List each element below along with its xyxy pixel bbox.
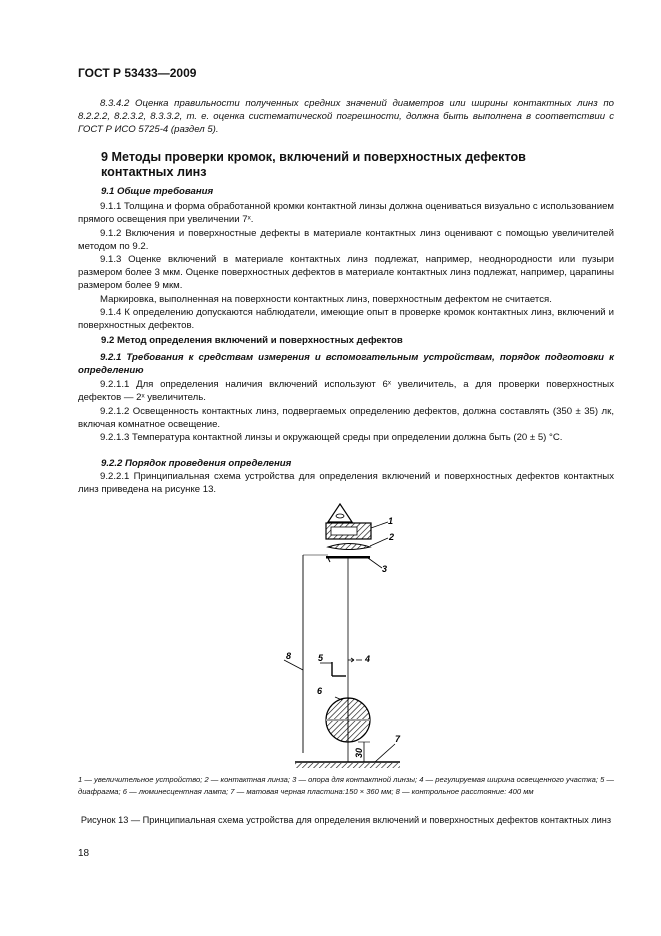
figure-legend: 1 — увеличительное устройство; 2 — контактная линза; 3 — опора для контактной линзы; 4 — регулируемая ширина освещенного участка; 5 — диафрагма; 6 — люминесцентная лампа; 7 — матовая черная пластина:150 × 360 мм; 8 — контрольное расстояние: 400 мм [78, 775, 614, 796]
subsection-9-1-title: 9.1 Общие требования [101, 186, 214, 197]
figure-13-schematic [270, 500, 420, 772]
document-header: ГОСТ Р 53433—2009 [78, 66, 197, 80]
magnifier-device [326, 504, 388, 539]
paragraph-8-3-4-2: 8.3.4.2 Оценка правильности полученных средних значений диаметров или ширины контактных линз по 8.2.2.2, 8.2.3.2, 8.3.3.2, т. е. оценка систематической погрешности, должна быть выполнена в соответствии с ГОСТ Р ИСО 5725-4 (раздел 5). [78, 98, 614, 136]
figure-label-8: 8 [286, 651, 292, 661]
figure-label-3: 3 [382, 564, 388, 574]
section-9-title: 9 Методы проверки кромок, включений и поверхностных дефектов контактных линз [101, 150, 526, 179]
paragraph-9-1-4: 9.1.4 К определению допускаются наблюдатели, имеющие опыт в проверке кромок контактных линз, включений и поверхностных дефектов. [78, 307, 614, 332]
figure-label-5: 5 [318, 653, 324, 663]
subsection-9-2-2-title: 9.2.2 Порядок проведения определения [101, 458, 292, 469]
paragraph-9-2-1-1: 9.2.1.1 Для определения наличия включений используют 6ˣ увеличитель, а для проверки поверхностных дефектов — 2ˣ увеличитель. [78, 379, 614, 404]
figure-label-7: 7 [395, 734, 401, 744]
diaphragm [320, 662, 346, 676]
figure-label-2: 2 [389, 532, 395, 542]
figure-label-1: 1 [388, 516, 394, 526]
paragraph-9-1-2: 9.1.2 Включения и поверхностные дефекты в материале контактных линз оценивают с помощью увеличителей методом по 9.2. [78, 228, 614, 253]
paragraph-marking: Маркировка, выполненная на поверхности контактных линз, поверхностным дефектом не считается. [100, 294, 552, 305]
paragraph-9-2-1-2: 9.2.1.2 Освещенность контактных линз, подвергаемых определению дефектов, должна составлять (350 ± 35) лк, включая комнатное освещение. [78, 406, 614, 431]
contact-lens [328, 538, 388, 550]
paragraph-9-1-1: 9.1.1 Толщина и форма обработанной кромки контактной линзы должна оцениваться визуально с использованием прямого освещения при увеличении 7ˣ. [78, 201, 614, 226]
paragraph-9-2-2-1: 9.2.2.1 Принципиальная схема устройства для определения включений и поверхностных дефектов контактных линз приведена на рисунке 13. [78, 471, 614, 496]
subsection-9-2-title: 9.2 Метод определения включений и поверхностных дефектов [101, 335, 403, 346]
subsection-9-2-1-title: 9.2.1 Требования к средствам измерения и вспомогательным устройствам, порядок подготовки к определению [78, 352, 614, 377]
lens-support [326, 556, 382, 568]
figure-caption: Рисунок 13 — Принципиальная схема устройства для определения включений и поверхностных дефектов контактных линз [80, 815, 612, 825]
dimension-label-30: 30 [354, 747, 364, 758]
figure-label-4: 4 [365, 654, 371, 664]
illuminated-width-marker [348, 658, 362, 662]
fluorescent-lamp [326, 697, 370, 742]
figure-label-6: 6 [317, 686, 323, 696]
matte-black-plate [295, 744, 400, 768]
paragraph-9-2-1-3: 9.2.1.3 Температура контактной линзы и окружающей среды при определении должна быть (20 ± 5) °С. [100, 432, 563, 443]
paragraph-9-1-3: 9.1.3 Оценке включений в материале контактных линз подлежат, например, неоднородности или пузыри размером более 3 мкм. Оценке поверхностных дефектов в материале контактных линз подлежат, например, царапины размером более 9 мкм. [78, 254, 614, 292]
page-number: 18 [78, 848, 90, 859]
